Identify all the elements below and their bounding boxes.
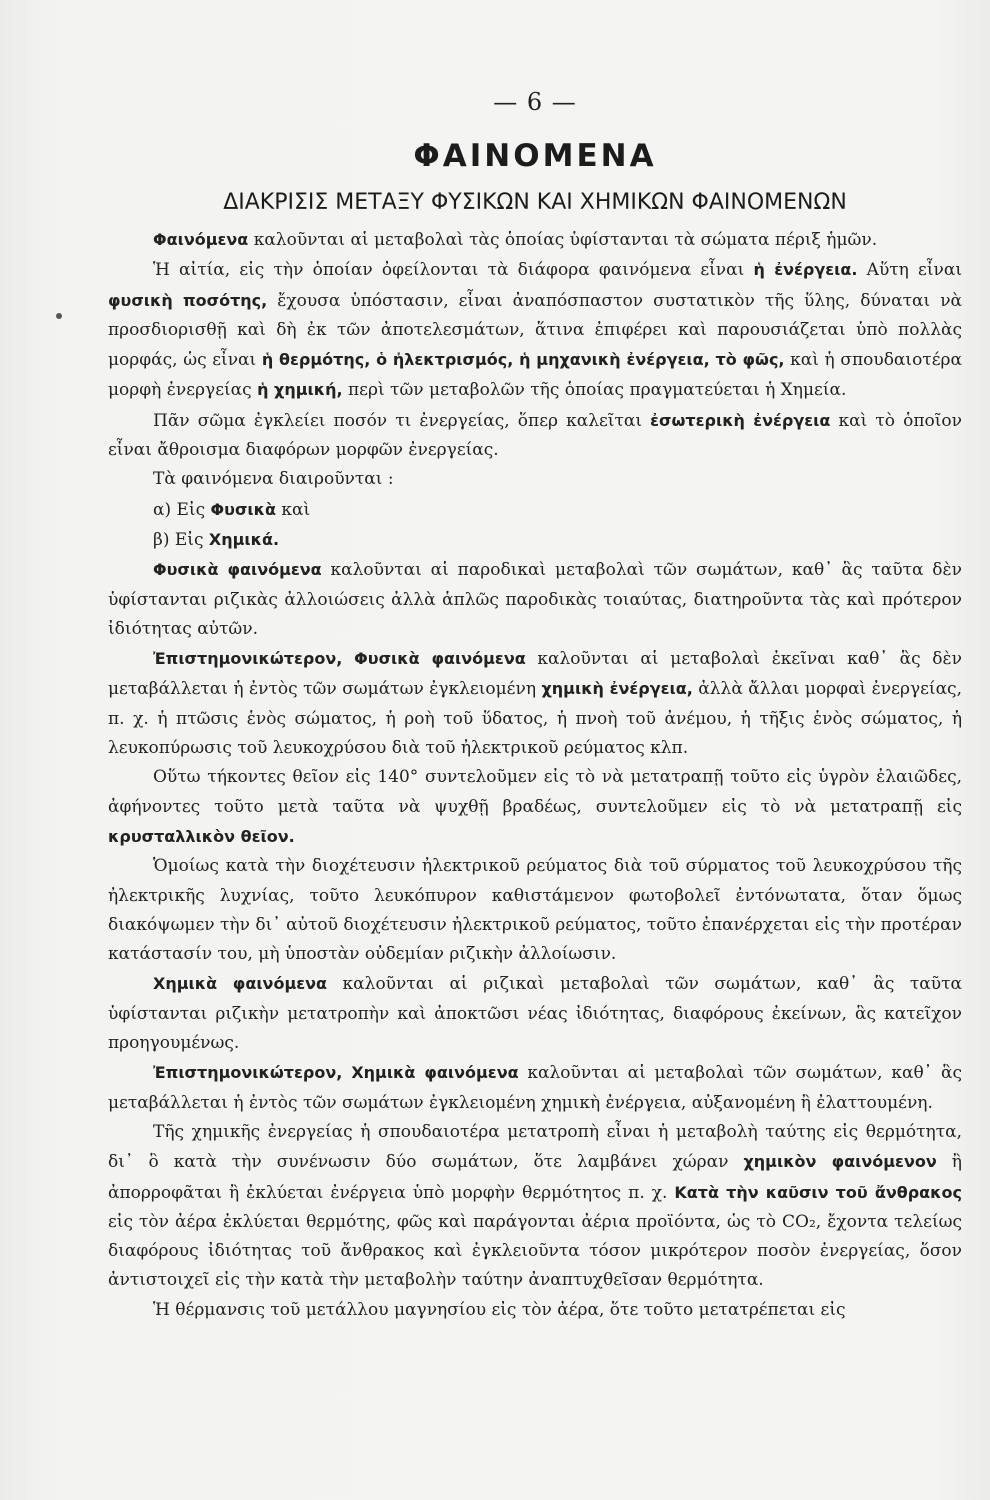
text-span: καὶ bbox=[276, 499, 311, 520]
paragraph-heat-conversion bbox=[108, 1118, 962, 1296]
text-span: Τῆς χημικῆς ἐνεργείας ἡ σπουδαιοτέρα μετατροπὴ εἶναι ἡ μεταβολὴ ταύτης εἰς θερμότητα, δι᾽ ὃ κατὰ τὴν συνένωσιν δύο σωμάτων, ὅτε λαμβάνει χώραν bbox=[108, 1121, 962, 1173]
section-heading: ΔΙΑΚΡΙΣΙΣ ΜΕΤΑΞΥ ΦΥΣΙΚΩΝ ΚΑΙ ΧΗΜΙΚΩΝ ΦΑΙΝΟΜΕΝΩΝ bbox=[223, 190, 847, 215]
text-span: Ἡ θέρμανσις τοῦ μετάλλου μαγνησίου εἰς τὸν ἀέρα, ὅτε τοῦτο μετατρέπεται εἰς bbox=[153, 1299, 846, 1320]
page-title: ΦΑΙΝΟΜΕΝΑ bbox=[413, 138, 657, 174]
text-span: Αὕτη εἶναι bbox=[857, 260, 963, 281]
term-chemical: ἡ χημική, bbox=[257, 380, 343, 400]
text-span: ἢ ἀπορροφᾶται ἢ ἐκλύεται ἐνέργεια ὑπὸ μορφὴν θερμότητος π. χ. bbox=[108, 1152, 962, 1203]
paragraph-energy bbox=[108, 255, 962, 405]
text-span: α) Εἰς bbox=[153, 499, 211, 520]
text-span: καλοῦνται αἱ μεταβολαὶ ἐκεῖναι καθ᾽ ἃς δὲν μεταβάλλεται ἡ ἐντὸς τῶν σωμάτων ἐγκλειομένη bbox=[108, 649, 962, 700]
term-chemical-phenomena: Χημικὰ φαινόμενα bbox=[153, 974, 328, 994]
term-energy: ἡ ἐνέργεια. bbox=[753, 260, 858, 280]
text-span: περὶ τῶν μεταβολῶν τῆς ὁποίας πραγματεύεται ἡ Χημεία. bbox=[342, 380, 847, 401]
text-span: Οὕτω τήκοντες θεῖον εἰς 140° συντελοῦμεν εἰς τὸ νὰ μετατραπῇ τοῦτο εἰς ὑγρὸν ἐλαιῶδες, ἀφήνοντες τοῦτο μετὰ ταῦτα νὰ ψυχθῇ βραδέως, συντελοῦμεν εἰς τὸ νὰ μετατραπῇ εἰς bbox=[108, 767, 962, 817]
term-internal-energy: ἐσωτερικὴ ἐνέργεια bbox=[650, 410, 831, 430]
term-carbon-combustion: Κατὰ τὴν καῦσιν τοῦ ἄνθρακος bbox=[674, 1182, 963, 1202]
paragraph-division bbox=[108, 465, 962, 494]
text-span: καλοῦνται αἱ ριζικαὶ μεταβολαὶ τῶν σωμάτων, καθ᾽ ἃς ταῦτα ὑφίστανται ριζικὴν μετατροπὴν καὶ ἀποκτῶσι νέας ἰδιότητας, διαφόρους ἐκείνων, ἃς κατεῖχον προηγουμένως. bbox=[108, 974, 962, 1054]
paragraph-physical-scientific bbox=[108, 644, 962, 763]
page-number: — 6 — bbox=[493, 88, 577, 116]
text-span: καὶ ἡ σπουδαιοτέρα μορφὴ ἐνεργείας bbox=[108, 350, 962, 401]
text-span: καλοῦνται αἱ παροδικαὶ μεταβολαὶ τῶν σωμάτων, καθ᾽ ἃς ταῦτα δὲν ὑφίστανται ριζικὰς ἀλλοιώσεις ἀλλὰ ἁπλῶς παροδικὰς τοιαύτας, διατηροῦντα τὰς καὶ πρότερον ἰδιότητας αὐτῶν. bbox=[108, 560, 962, 639]
paragraph-sulfur-example bbox=[108, 763, 962, 852]
text-span: ἀλλὰ ἄλλαι μορφαὶ ἐνεργείας, π. χ. ἡ πτῶσις ἑνὸς σώματος, ἡ ροὴ τοῦ ὕδατος, ἡ πνοὴ τοῦ ἀνέμου, ἡ τῆξις ἑνὸς σώματος, ἡ λευκοπύρωσις τοῦ λευκοχρύσου διὰ τοῦ ἠλεκτρικοῦ ρεύματος κλπ. bbox=[108, 679, 962, 759]
text-span: Ὁμοίως κατὰ τὴν διοχέτευσιν ἠλεκτρικοῦ ρεύματος διὰ τοῦ σύρματος τοῦ λευκοχρύσου τῆς ἠλεκτρικῆς λυχνίας, τοῦτο λευκόπυρον καθιστάμενον φωτοβολεῖ ἐντόνωτατα, ὅταν ὅμως διακόψωμεν τὴν δι᾽ αὐτοῦ διοχέτευσιν ἠλεκτρικοῦ ρεύματος, τοῦτο ἐπανέρχεται εἰς τὴν προτέραν κατάστασίν του, μὴ ὑποστὰν οὐδεμίαν ριζικὴν ἀλλοίωσιν. bbox=[108, 856, 962, 965]
list-item-b bbox=[108, 525, 962, 555]
term-chemical-scientific: Ἐπιστημονικώτερον, Χημικὰ φαινόμενα bbox=[153, 1063, 519, 1083]
term-physical-scientific: Ἐπιστημονικώτερον, Φυσικὰ φαινόμενα bbox=[153, 649, 526, 669]
term-crystalline-sulfur: κρυσταλλικὸν θεῖον. bbox=[108, 826, 295, 846]
body-text bbox=[108, 225, 962, 1325]
text-span: Πᾶν σῶμα ἐγκλείει ποσόν τι ἐνεργείας, ὅπερ καλεῖται bbox=[153, 410, 651, 431]
paragraph-magnesium bbox=[108, 1296, 962, 1325]
term-energy-forms: ἡ θερμότης, ὁ ἠλεκτρισμός, ἡ μηχανικὴ ἐνέργεια, τὸ φῶς, bbox=[261, 350, 785, 370]
paragraph-internal-energy bbox=[108, 406, 962, 466]
term-physical: Φυσικὰ bbox=[210, 499, 276, 519]
text-span: Ἡ αἰτία, εἰς τὴν ὁποίαν ὀφείλονται τὰ διάφορα φαινόμενα εἶναι bbox=[153, 260, 754, 281]
term-chemical-energy: χημικὴ ἐνέργεια, bbox=[541, 679, 693, 699]
paragraph-physical-phenomena bbox=[108, 555, 962, 644]
term-chemical-items: Χημικά. bbox=[208, 529, 280, 549]
term-phenomena: Φαινόμενα bbox=[153, 230, 249, 249]
paragraph-definition bbox=[108, 225, 962, 255]
paragraph-platinum-example bbox=[108, 852, 962, 969]
text-span: καλοῦνται αἱ μεταβολαὶ τὰς ὁποίας ὑφίστανται τὰ σώματα πέριξ ἡμῶν. bbox=[248, 230, 878, 250]
term-physical-quantity: φυσικὴ ποσότης, bbox=[108, 290, 268, 310]
term-chemical-phenomenon: χημικὸν φαινόμενον bbox=[743, 1152, 937, 1172]
paragraph-chemical-phenomena bbox=[108, 969, 962, 1058]
paragraph-chemical-scientific bbox=[108, 1058, 962, 1118]
text-span: καὶ τὸ ὁποῖον εἶναι ἄθροισμα διαφόρων μορφῶν ἐνεργείας. bbox=[108, 410, 962, 461]
text-span: Τὰ φαινόμενα διαιροῦνται : bbox=[153, 469, 394, 490]
margin-mark bbox=[56, 313, 62, 319]
term-physical-phenomena: Φυσικὰ φαινόμενα bbox=[153, 560, 322, 580]
list-item-a bbox=[108, 495, 962, 525]
text-span: εἰς τὸν ἀέρα ἐκλύεται θερμότης, φῶς καὶ παράγονται ἀέρια προϊόντα, ὡς τὸ CO₂, ἔχοντα τελείως διαφόρους ἰδιότητας τοῦ ἄνθρακος καὶ ἐγκλειοῦντα τόσον μικρότερον ποσὸν ἐνεργείας, ὅσον ἀντιστοιχεῖ εἰς τὴν κατὰ τὴν μεταβολὴν ταύτην ἀναπτυχθεῖσαν θερμότητα. bbox=[108, 1211, 962, 1291]
text-span: ἔχουσα ὑπόστασιν, εἶναι ἀναπόσπαστον συστατικὸν τῆς ὕλης, δύναται νὰ προσδιορισθῇ καὶ δὴ ἐκ τῶν ἀποτελεσμάτων, ἅτινα ἐπιφέρει καὶ παρουσιάζεται ὑπὸ πολλὰς μορφάς, ὡς εἶναι bbox=[108, 290, 963, 371]
text-span: β) Εἰς bbox=[153, 529, 209, 550]
text-span: καλοῦνται αἱ μεταβολαὶ τῶν σωμάτων, καθ᾽ ἃς μεταβάλλεται ἡ ἐντὸς τῶν σωμάτων ἐγκλειομένη χημικὴ ἐνέργεια, αὐξανομένη ἢ ἐλαττουμένη. bbox=[108, 1063, 962, 1113]
